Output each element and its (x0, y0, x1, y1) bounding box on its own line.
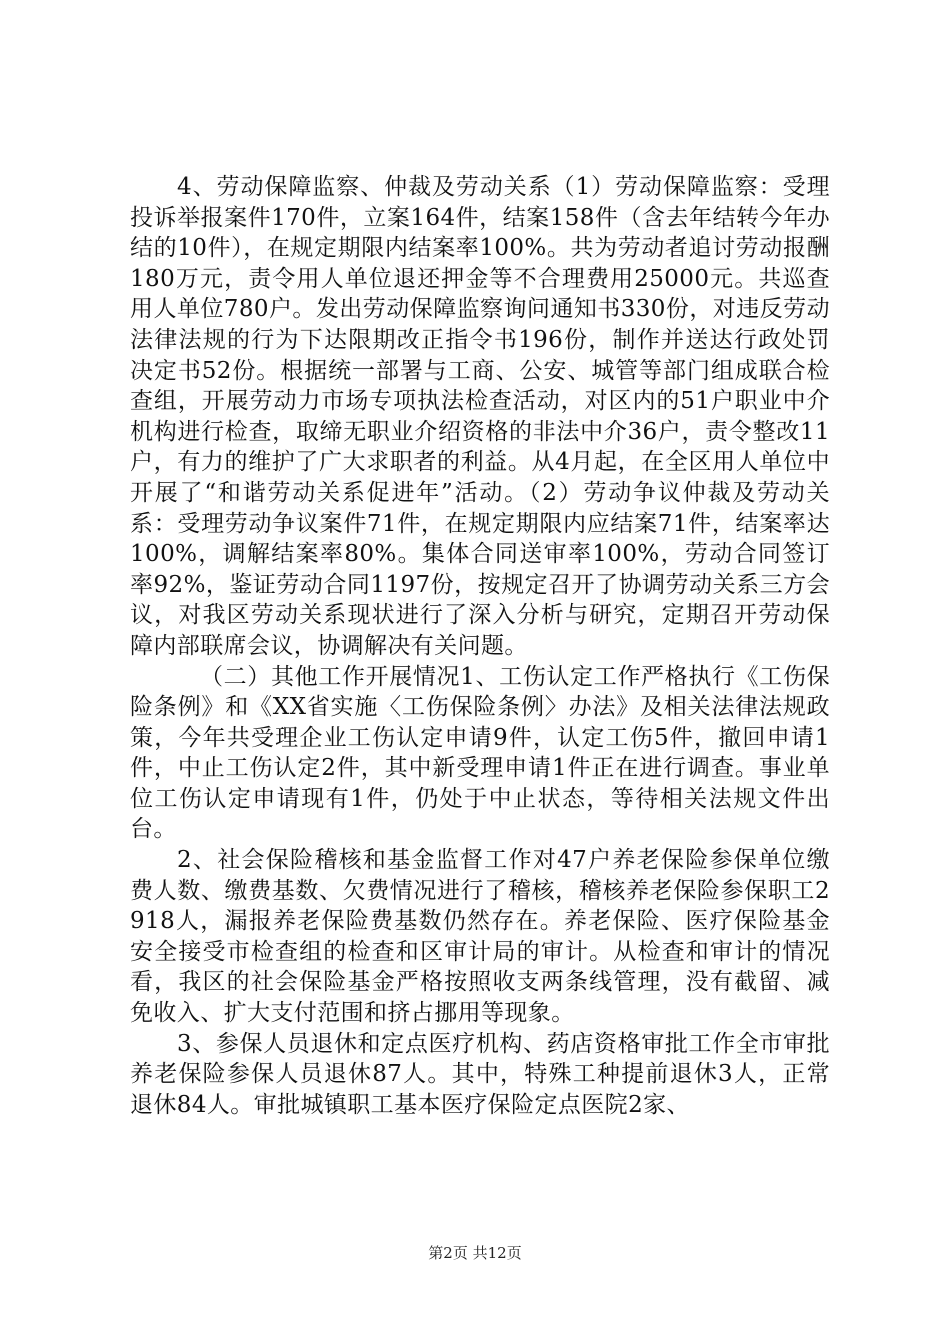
document-body (130, 172, 830, 1120)
page-number-footer: 第2页 共12页 (428, 1244, 522, 1262)
paragraph-social-insurance-audit: 2、社会保险稽核和基金监督工作对47户养老保险参保单位缴费人数、缴费基数、欠费情况进行了稽核，稽核养老保险参保职工2918人，漏报养老保险费基数仍然存在。养老保险、医疗保险基金安全接受市检查组的检查和区审计局的审计。从检查和审计的情况看，我区的社会保险基金严格按照收支两条线管理，没有截留、减免收入、扩大支付范围和挤占挪用等现象。 (130, 847, 830, 1027)
paragraph-other-work: （二）其他工作开展情况1、工伤认定工作严格执行《工伤保险条例》和《XX省实施〈工伤保险条例〉办法》及相关法律法规政策，今年共受理企业工伤认定申请9件，认定工伤5件，撤回申请1件，中止工伤认定2件，其中新受理申请1件正在进行调查。事业单位工伤认定申请现有1件，仍处于中止状态，等待相关法规文件出台。 (130, 663, 830, 843)
paragraph-labor-supervision: 4、劳动保障监察、仲裁及劳动关系（1）劳动保障监察：受理投诉举报案件170件，立案164件，结案158件（含去年结转今年办结的10件），在规定期限内结案率100%。共为劳动者追讨劳动报酬180万元，责令用人单位退还押金等不合理费用25000元。共巡查用人单位780户。发出劳动保障监察询问通知书330份，对违反劳动法律法规的行为下达限期改正指令书196份，制作并送达行政处罚决定书52份。根据统一部署与工商、公安、城管等部门组成联合检查组，开展劳动力市场专项执法检查活动，对区内的51户职业中介机构进行检查，取缔无职业介绍资格的非法中介36户，责令整改11户，有力的维护了广大求职者的利益。从4月起，在全区用人单位中开展了“和谐劳动关系促进年”活动。（2）劳动争议仲裁及劳动关系：受理劳动争议案件71件，在规定期限内应结案71件，结案率达100%，调解结案率80%。集体合同送审率100%，劳动合同签订率92%，鉴证劳动合同1197份，按规定召开了协调劳动关系三方会议，对我区劳动关系现状进行了深入分析与研究，定期召开劳动保障内部联席会议，协调解决有关问题。 (130, 174, 830, 659)
paragraph-retirement-approval: 3、参保人员退休和定点医疗机构、药店资格审批工作全市审批养老保险参保人员退休87人。其中，特殊工种提前退休3人，正常退休84人。审批城镇职工基本医疗保险定点医院2家、 (130, 1030, 830, 1118)
